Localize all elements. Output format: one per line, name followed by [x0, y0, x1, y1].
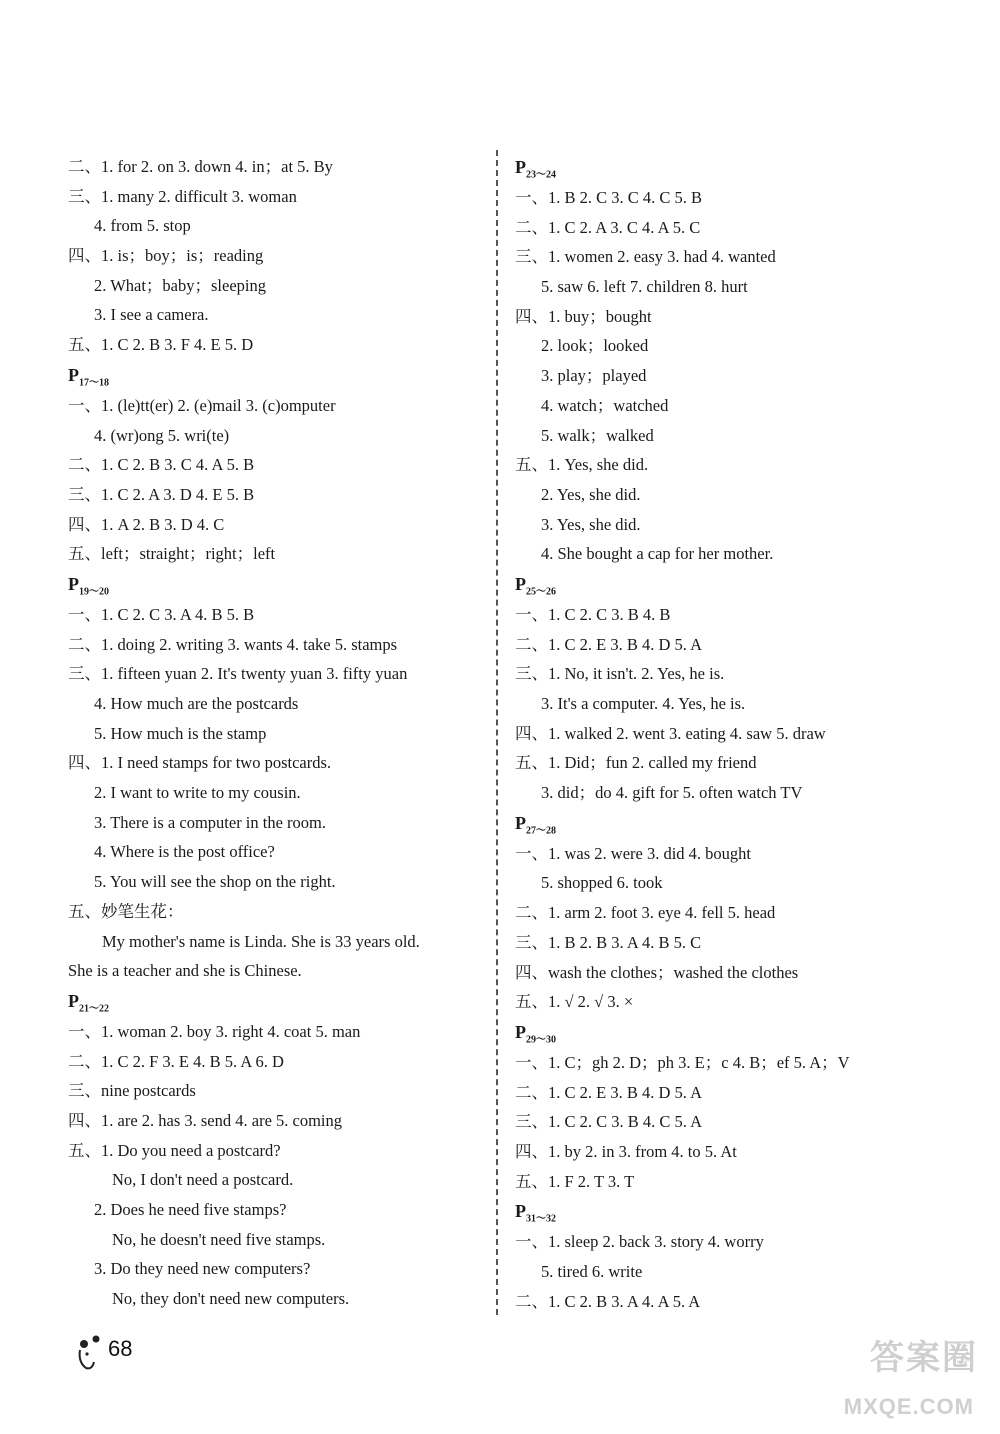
answer-line: 3. did；do 4. gift for 5. often watch TV	[541, 783, 803, 803]
answer-line: 3. Do they need new computers?	[94, 1259, 311, 1279]
answer-line: 二、1. C 2. E 3. B 4. D 5. A	[515, 1082, 703, 1102]
column-divider	[496, 150, 498, 1315]
page-range-letter: P	[515, 1021, 526, 1042]
answer-line: 5. shopped 6. took	[541, 873, 663, 893]
answer-line: 三、1. B 2. B 3. A 4. B 5. C	[515, 932, 702, 952]
answer-line: 2. I want to write to my cousin.	[94, 783, 301, 803]
answer-line: 一、1. woman 2. boy 3. right 4. coat 5. man	[68, 1021, 361, 1041]
answer-line: 2. Yes, she did.	[541, 484, 641, 504]
answer-line: 五、1. Did；fun 2. called my friend	[515, 753, 757, 773]
page-range-numbers: 25～26	[526, 586, 556, 598]
page-range-heading	[515, 1196, 935, 1227]
page-range-numbers: 17～18	[79, 377, 109, 389]
answer-line: 3. There is a computer in the room.	[94, 812, 327, 832]
answer-line: 三、1. fifteen yuan 2. It's twenty yuan 3. fifty yuan	[68, 664, 408, 684]
answer-line: 3. Yes, she did.	[541, 514, 641, 534]
page-range-heading	[68, 986, 488, 1017]
answer-line: 4. She bought a cap for her mother.	[541, 544, 774, 564]
page-range-numbers: 19～20	[79, 586, 109, 598]
answer-line: 一、1. C；gh 2. D；ph 3. E；c 4. B；ef 5. A；V	[515, 1052, 850, 1072]
answer-line: 4. How much are the postcards	[94, 694, 299, 713]
answer-line: 二、1. C 2. B 3. C 4. A 5. B	[68, 455, 255, 475]
answer-line: 4. Where is the post office?	[94, 842, 275, 862]
answer-line: 三、1. C 2. A 3. D 4. E 5. B	[68, 484, 255, 504]
answer-line: 五、1. F 2. T 3. T	[515, 1171, 635, 1191]
answer-line: 2. look；looked	[541, 336, 649, 356]
answer-line: 三、1. C 2. C 3. B 4. C 5. A	[515, 1112, 703, 1132]
answer-line: 二、1. C 2. B 3. A 4. A 5. A	[515, 1291, 701, 1311]
page-range-letter: P	[515, 573, 526, 594]
answer-line: 5. How much is the stamp	[94, 723, 267, 743]
answer-line: 四、1. are 2. has 3. send 4. are 5. coming	[68, 1110, 343, 1130]
answer-line: 三、1. No, it isn't. 2. Yes, he is.	[515, 664, 725, 684]
answer-line: 四、1. is；boy；is；reading	[68, 246, 264, 266]
page-range-numbers: 21～22	[79, 1003, 109, 1015]
answer-line: 5. saw 6. left 7. children 8. hurt	[541, 277, 748, 297]
answer-line: 五、妙笔生花：	[68, 901, 184, 921]
answer-line: 4. watch；watched	[541, 395, 669, 415]
page-range-numbers: 27～28	[526, 825, 556, 837]
answer-line: 3. I see a camera.	[94, 305, 209, 325]
answer-line: 3. play；played	[541, 366, 647, 386]
answer-line: 四、1. I need stamps for two postcards.	[68, 753, 332, 773]
answer-stamp-logo: 答案圈	[870, 1338, 978, 1378]
answer-line: 三、nine postcards	[68, 1081, 196, 1101]
answer-line: 四、1. by 2. in 3. from 4. to 5. At	[515, 1141, 737, 1161]
answer-line: 一、1. sleep 2. back 3. story 4. worry	[515, 1232, 764, 1252]
answer-line: 5. You will see the shop on the right.	[94, 872, 336, 892]
answer-line: 一、1. C 2. C 3. A 4. B 5. B	[68, 604, 255, 624]
page-range-numbers: 23～24	[526, 169, 556, 181]
answer-line: 一、1. C 2. C 3. B 4. B	[515, 604, 671, 624]
answer-line: 四、1. walked 2. went 3. eating 4. saw 5. draw	[515, 723, 826, 743]
answer-line: No, they don't need new computers.	[112, 1289, 350, 1309]
answer-line: 二、1. arm 2. foot 3. eye 4. fell 5. head	[515, 903, 776, 923]
answer-line: 五、1. C 2. B 3. F 4. E 5. D	[68, 335, 254, 355]
answer-line: No, I don't need a postcard.	[112, 1170, 294, 1190]
answer-line: 二、1. doing 2. writing 3. wants 4. take 5. stamps	[68, 634, 398, 654]
right-answer-column	[515, 152, 935, 1316]
answer-line: 五、1. Do you need a postcard?	[68, 1140, 281, 1160]
answer-line: 四、1. A 2. B 3. D 4. C	[68, 514, 225, 534]
answer-line: 一、1. (le)tt(er) 2. (e)mail 3. (c)omputer	[68, 395, 336, 415]
answer-line: 四、wash the clothes；washed the clothes	[515, 962, 799, 982]
page-range-letter: P	[68, 573, 79, 594]
page-range-heading	[515, 1017, 935, 1048]
page-range-letter: P	[515, 812, 526, 833]
page-range-heading	[68, 360, 488, 391]
answer-line: 2. Does he need five stamps?	[94, 1200, 287, 1219]
answer-line: 五、left；straight；right；left	[68, 544, 276, 564]
answer-line: 一、1. was 2. were 3. did 4. bought	[515, 843, 752, 863]
page-range-letter: P	[68, 990, 79, 1011]
answer-line: 三、1. women 2. easy 3. had 4. wanted	[515, 247, 776, 267]
page-range-numbers: 31～32	[526, 1213, 556, 1225]
answer-line: 二、1. for 2. on 3. down 4. in；at 5. By	[68, 157, 333, 176]
page-range-letter: P	[515, 157, 526, 177]
answer-line: 5. walk；walked	[541, 425, 654, 445]
answer-line: 二、1. C 2. F 3. E 4. B 5. A 6. D	[68, 1051, 284, 1071]
answer-line: No, he doesn't need five stamps.	[112, 1229, 326, 1249]
site-watermark: MXQE.COM	[843, 1394, 974, 1419]
answer-line: 4. from 5. stop	[94, 216, 191, 236]
answer-line: 三、1. many 2. difficult 3. woman	[68, 186, 297, 206]
answer-line: 五、1. √ 2. √ 3. ×	[515, 992, 634, 1012]
page-number: 68	[108, 1336, 133, 1361]
answer-line: 5. tired 6. write	[541, 1262, 643, 1281]
answer-line: 3. It's a computer. 4. Yes, he is.	[541, 694, 746, 713]
mascot-icon	[72, 1330, 108, 1372]
page-range-heading	[515, 808, 935, 839]
left-answer-column	[68, 152, 488, 1314]
answer-line: 五、1. Yes, she did.	[515, 455, 649, 475]
page-range-numbers: 29～30	[526, 1034, 556, 1046]
answer-line: She is a teacher and she is Chinese.	[68, 961, 302, 981]
page-range-letter: P	[68, 364, 79, 385]
page-range-heading	[515, 152, 935, 183]
answer-line: 二、1. C 2. E 3. B 4. D 5. A	[515, 634, 703, 654]
answer-line: 四、1. buy；bought	[515, 306, 652, 326]
page-range-heading	[68, 569, 488, 600]
answer-line: My mother's name is Linda. She is 33 years old.	[102, 931, 420, 951]
page-range-heading	[515, 569, 935, 600]
answer-line: 二、1. C 2. A 3. C 4. A 5. C	[515, 217, 701, 237]
answer-line: 2. What；baby；sleeping	[94, 275, 266, 295]
answer-line: 4. (wr)ong 5. wri(te)	[94, 425, 230, 445]
page-range-letter: P	[515, 1201, 526, 1222]
answer-line: 一、1. B 2. C 3. C 4. C 5. B	[515, 188, 703, 207]
